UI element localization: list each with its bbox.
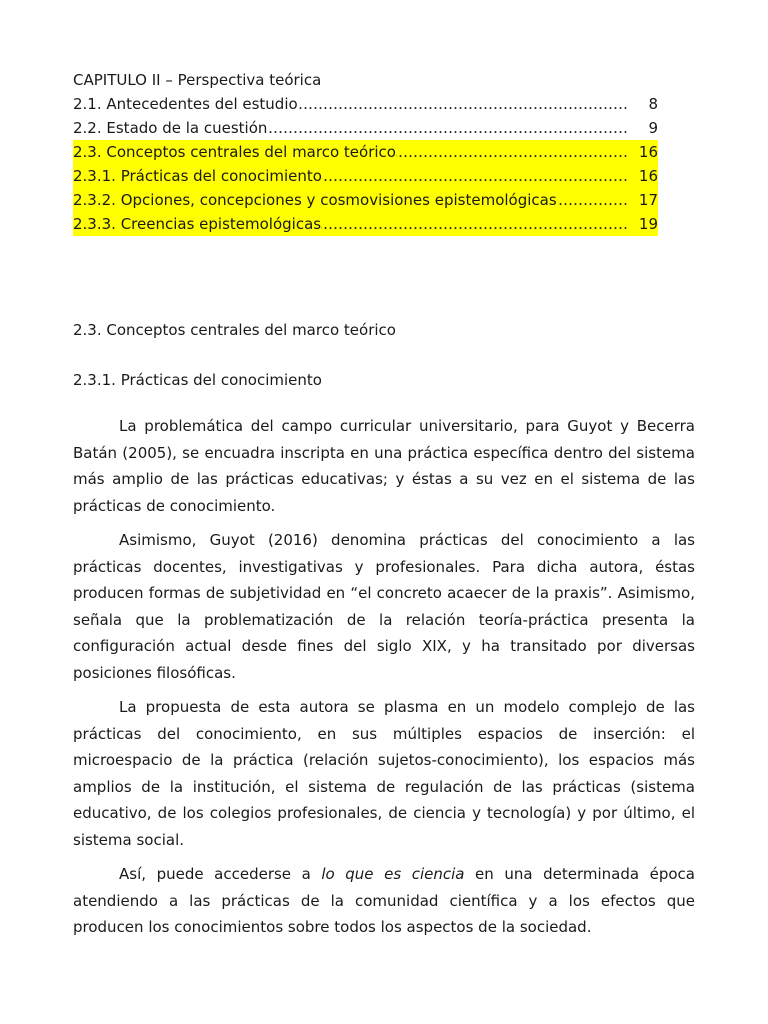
paragraph bbox=[73, 861, 695, 941]
document-page bbox=[73, 68, 695, 936]
paragraph: La propuesta de esta autora se plasma en un modelo complejo de las prácticas del conocimiento, en sus múltiples espacios de inserción: el microespacio de la práctica (relación sujetos-conocimiento), los espacios más amplios de la institución, el sistema de regulación de las prácticas (sistema educativo, de los colegios profesionales, de ciencia y tecnología) y por último, el sistema social. bbox=[73, 698, 695, 849]
toc-heading: CAPITULO II – Perspectiva teórica bbox=[73, 71, 322, 89]
toc-entry-page: 8 bbox=[648, 95, 658, 113]
toc-entry-label: 2.3.2. Opciones, concepciones y cosmovisiones epistemológicas bbox=[73, 188, 557, 212]
paragraph: Asimismo, Guyot (2016) denomina prácticas del conocimiento a las prácticas docentes, investigativas y profesionales. Para dicha autora, éstas producen formas de subjetividad en “el concreto acaecer de la praxis”. Asimismo, señala que la problematización de la relación teoría-práctica presenta la configuración actual desde fines del siglo XIX, y ha transitado por diversas posiciones filosóficas. bbox=[73, 531, 695, 682]
toc-entry-label: 2.3.1. Prácticas del conocimiento bbox=[73, 164, 322, 188]
paragraph-text: Así, puede accederse a bbox=[119, 865, 322, 883]
toc-entry bbox=[73, 92, 658, 116]
toc-entry bbox=[73, 116, 658, 140]
toc-entry-page: 19 bbox=[638, 215, 658, 233]
toc-entry-highlighted bbox=[73, 188, 658, 212]
section-title: 2.3. Conceptos centrales del marco teórico bbox=[73, 321, 396, 339]
section-subtitle: 2.3.1. Prácticas del conocimiento bbox=[73, 371, 322, 389]
toc-entry-page: 9 bbox=[648, 119, 658, 137]
paragraph: La problemática del campo curricular universitario, para Guyot y Becerra Batán (2005), se encuadra inscripta en una práctica específica dentro del sistema más amplio de las prácticas educativas; y éstas a su vez en el sistema de las prácticas de conocimiento. bbox=[73, 417, 695, 515]
toc-entry-highlighted bbox=[73, 164, 658, 188]
italic-phrase: lo que es ciencia bbox=[321, 865, 465, 883]
toc-entry-label: 2.3. Conceptos centrales del marco teórico bbox=[73, 140, 396, 164]
toc-entry-label: 2.1. Antecedentes del estudio bbox=[73, 92, 298, 116]
paragraph-text: en una determinada época atendiendo a las prácticas de la comunidad científica y a los efectos que producen los conocimientos sobre todos los aspectos de la sociedad. bbox=[73, 865, 695, 936]
toc-entry-page: 16 bbox=[638, 143, 658, 161]
toc-entry-label: 2.3.3. Creencias epistemológicas bbox=[73, 212, 321, 236]
body-text bbox=[73, 413, 695, 949]
toc-entry-label: 2.2. Estado de la cuestión bbox=[73, 116, 267, 140]
toc-entry-page: 17 bbox=[638, 191, 658, 209]
toc-entry-highlighted bbox=[73, 212, 658, 236]
toc-entry-page: 16 bbox=[638, 167, 658, 185]
toc-entry-highlighted bbox=[73, 140, 658, 164]
